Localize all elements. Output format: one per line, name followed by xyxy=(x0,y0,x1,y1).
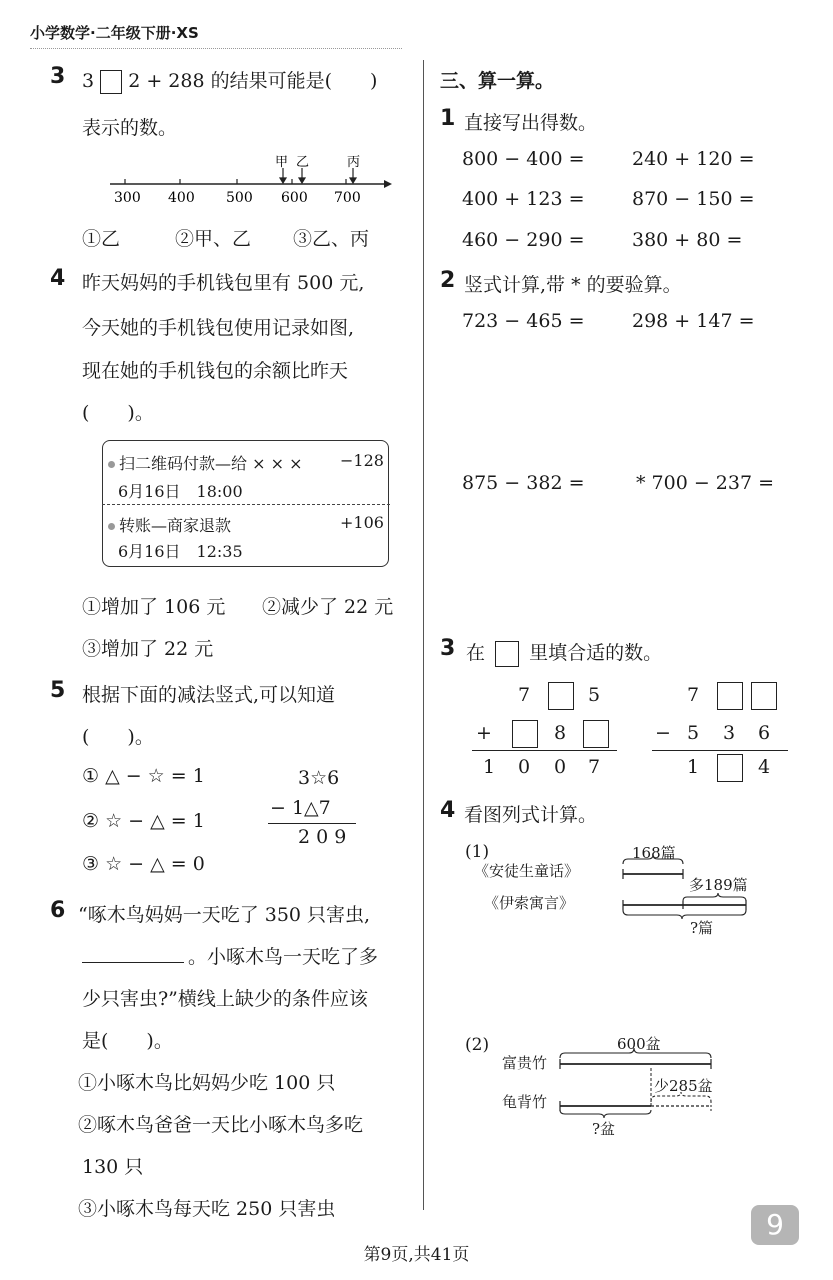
d1-label: (1) xyxy=(465,842,490,862)
label-bing: 丙 xyxy=(347,155,361,170)
d1-row2: 《伊索寓言》 xyxy=(484,894,575,912)
d1-bottom-brace xyxy=(623,910,746,919)
pb-res-d3: 4 xyxy=(758,756,771,778)
d1-more-brace xyxy=(683,893,746,901)
p1-title: 直接写出得数。 xyxy=(464,112,598,134)
d2-row1: 富贵竹 xyxy=(502,1054,548,1072)
p3-title: 在 里填合适的数。 xyxy=(466,638,662,667)
d2-label: (2) xyxy=(465,1035,490,1055)
q5-option-3[interactable]: ③ ☆ − △ = 0 xyxy=(82,853,205,875)
pb-res-box[interactable] xyxy=(717,754,743,782)
q5-vertical-result: 2 0 9 xyxy=(298,826,347,848)
page-number-badge: 9 xyxy=(751,1205,799,1245)
q5-number: 5 xyxy=(50,678,66,703)
q4-number: 4 xyxy=(50,266,66,291)
pb-r2-d1: 5 xyxy=(687,722,700,744)
pa-res-d1: 1 xyxy=(483,756,496,778)
label-yi: 乙 xyxy=(296,155,310,170)
q3-option-3[interactable]: ③乙、丙 xyxy=(293,228,370,250)
q6-number: 6 xyxy=(50,898,66,923)
pa-op: + xyxy=(476,722,492,744)
q5-line1: 根据下面的减法竖式,可以知道 xyxy=(82,684,336,706)
q6-line3: 少只害虫?”横线上缺少的条件应该 xyxy=(82,988,368,1010)
q4-option-2[interactable]: ②减少了 22 元 xyxy=(262,596,394,618)
vertical-calc-4[interactable]: * 700 − 237 = xyxy=(636,472,775,494)
arrow-right-icon xyxy=(384,180,392,188)
pb-res-d1: 1 xyxy=(687,756,700,778)
vertical-calc-3[interactable]: 875 − 382 = xyxy=(462,472,585,494)
record-1-time: 6月16日 18:00 xyxy=(118,482,243,501)
vertical-calc-2[interactable]: 298 + 147 = xyxy=(632,310,755,332)
q6-option-2[interactable]: ②啄木鸟爸爸一天比小啄木鸟多吃 xyxy=(78,1114,364,1136)
q3-option-1[interactable]: ①乙 xyxy=(82,228,121,250)
q3-number: 3 xyxy=(50,64,66,89)
label-jia: 甲 xyxy=(275,155,289,170)
record-1-title: 扫二维码付款—给 × × × xyxy=(108,451,302,474)
tick-300: 300 xyxy=(114,190,141,206)
q4-line2: 今天她的手机钱包使用记录如图, xyxy=(82,317,355,339)
q6-line1: “啄木鸟妈妈一天吃了 350 只害虫, xyxy=(78,904,371,926)
d1-more-label: 多189篇 xyxy=(689,876,748,894)
pa-r2-box2[interactable] xyxy=(583,720,609,748)
q4-line1: 昨天妈妈的手机钱包里有 500 元, xyxy=(82,272,365,294)
book-header: 小学数学·二年级下册·XS xyxy=(30,24,199,42)
q6-option-1[interactable]: ①小啄木鸟比妈妈少吃 100 只 xyxy=(78,1072,336,1094)
d2-top-label: 600盆 xyxy=(617,1035,661,1053)
q6-line2: 。小啄木鸟一天吃了多 xyxy=(188,946,379,968)
pa-r2-box1[interactable] xyxy=(512,720,538,748)
pb-r1-box2[interactable] xyxy=(751,682,777,710)
q3-pre: 3 xyxy=(82,70,95,92)
tick-600: 600 xyxy=(281,190,308,206)
calc-4[interactable]: 870 − 150 = xyxy=(632,188,755,210)
p3-number: 3 xyxy=(440,636,456,661)
pb-r2-d3: 6 xyxy=(758,722,771,744)
q5-vertical-mid: − 1△7 xyxy=(270,797,331,819)
record-2-time: 6月16日 12:35 xyxy=(118,542,243,561)
d2-top-brace xyxy=(560,1048,711,1058)
calc-3[interactable]: 400 + 123 = xyxy=(462,188,585,210)
d2-less-label: 少285盆 xyxy=(654,1077,713,1095)
q3-line1 xyxy=(82,66,377,94)
p2-title: 竖式计算,带 * 的要验算。 xyxy=(464,274,682,296)
d1-top-label: 168篇 xyxy=(632,844,676,862)
q4-line4: ( )。 xyxy=(82,402,154,424)
tick-700: 700 xyxy=(334,190,361,206)
q4-option-3[interactable]: ③增加了 22 元 xyxy=(82,638,214,660)
q6-option-3[interactable]: ③小啄木鸟每天吃 250 只害虫 xyxy=(78,1198,336,1220)
tick-500: 500 xyxy=(226,190,253,206)
d2-question-label: ?盆 xyxy=(592,1120,616,1138)
d2-row2: 龟背竹 xyxy=(502,1093,548,1111)
record-1-amount: −128 xyxy=(340,451,384,470)
q6-line4: 是( )。 xyxy=(82,1030,173,1052)
p4-title: 看图列式计算。 xyxy=(464,804,598,826)
pb-rule xyxy=(652,750,788,751)
bullet-icon xyxy=(108,523,115,530)
column-divider xyxy=(423,60,424,1210)
d1-row1: 《安徒生童话》 xyxy=(474,862,580,880)
calc-5[interactable]: 460 − 290 = xyxy=(462,229,585,251)
q4-option-1[interactable]: ①增加了 106 元 xyxy=(82,596,226,618)
q5-vertical-top: 3☆6 xyxy=(298,767,340,789)
q3-line2: 表示的数。 xyxy=(82,117,178,139)
q3-post: 2 + 288 的结果可能是( ) xyxy=(128,70,378,92)
q3-number-line xyxy=(100,148,400,208)
q5-line2: ( )。 xyxy=(82,726,154,748)
pa-r1-d3: 5 xyxy=(588,684,601,706)
calc-6[interactable]: 380 + 80 = xyxy=(632,229,743,251)
header-rule xyxy=(30,48,402,49)
q5-option-1[interactable]: ① △ − ☆ = 1 xyxy=(82,765,205,787)
p3-box-icon xyxy=(495,641,519,667)
q6-option-2-cont: 130 只 xyxy=(82,1156,144,1178)
p1-number: 1 xyxy=(440,106,456,131)
pa-r1-box[interactable] xyxy=(548,682,574,710)
q6-blank-line[interactable] xyxy=(82,962,184,963)
pa-res-d2: 0 xyxy=(518,756,531,778)
record-2-amount: +106 xyxy=(340,513,384,532)
q3-answer-box[interactable] xyxy=(100,70,122,94)
record-2-title: 转账—商家退款 xyxy=(108,513,231,536)
d1-question-label: ?篇 xyxy=(690,919,714,937)
vertical-calc-1[interactable]: 723 − 465 = xyxy=(462,310,585,332)
record-separator xyxy=(102,504,390,505)
d2-bottom-brace xyxy=(560,1110,651,1118)
q5-option-2[interactable]: ② ☆ − △ = 1 xyxy=(82,810,205,832)
p2-number: 2 xyxy=(440,268,456,293)
page-footer: 第9页,共41页 xyxy=(363,1245,470,1265)
calc-1[interactable]: 800 − 400 = xyxy=(462,148,585,170)
pb-op: − xyxy=(655,722,671,744)
q5-vertical-rule xyxy=(268,823,356,824)
d2-less-brace xyxy=(651,1092,711,1102)
pa-res-d3: 0 xyxy=(554,756,567,778)
section-title: 三、算一算。 xyxy=(440,70,555,92)
pb-r1-d1: 7 xyxy=(687,684,700,706)
d1-bar-diagram xyxy=(615,855,755,920)
pa-rule xyxy=(472,750,617,751)
d2-bar-diagram xyxy=(555,1048,725,1118)
pa-r2-d2: 8 xyxy=(554,722,567,744)
calc-2[interactable]: 240 + 120 = xyxy=(632,148,755,170)
d1-top-brace xyxy=(623,855,683,864)
tick-400: 400 xyxy=(168,190,195,206)
pa-r1-d1: 7 xyxy=(518,684,531,706)
q4-line3: 现在她的手机钱包的余额比昨天 xyxy=(82,360,349,382)
pa-res-d4: 7 xyxy=(588,756,601,778)
p4-number: 4 xyxy=(440,798,456,823)
q3-option-2[interactable]: ②甲、乙 xyxy=(175,228,252,250)
pb-r1-box1[interactable] xyxy=(717,682,743,710)
bullet-icon xyxy=(108,461,115,468)
pb-r2-d2: 3 xyxy=(723,722,736,744)
